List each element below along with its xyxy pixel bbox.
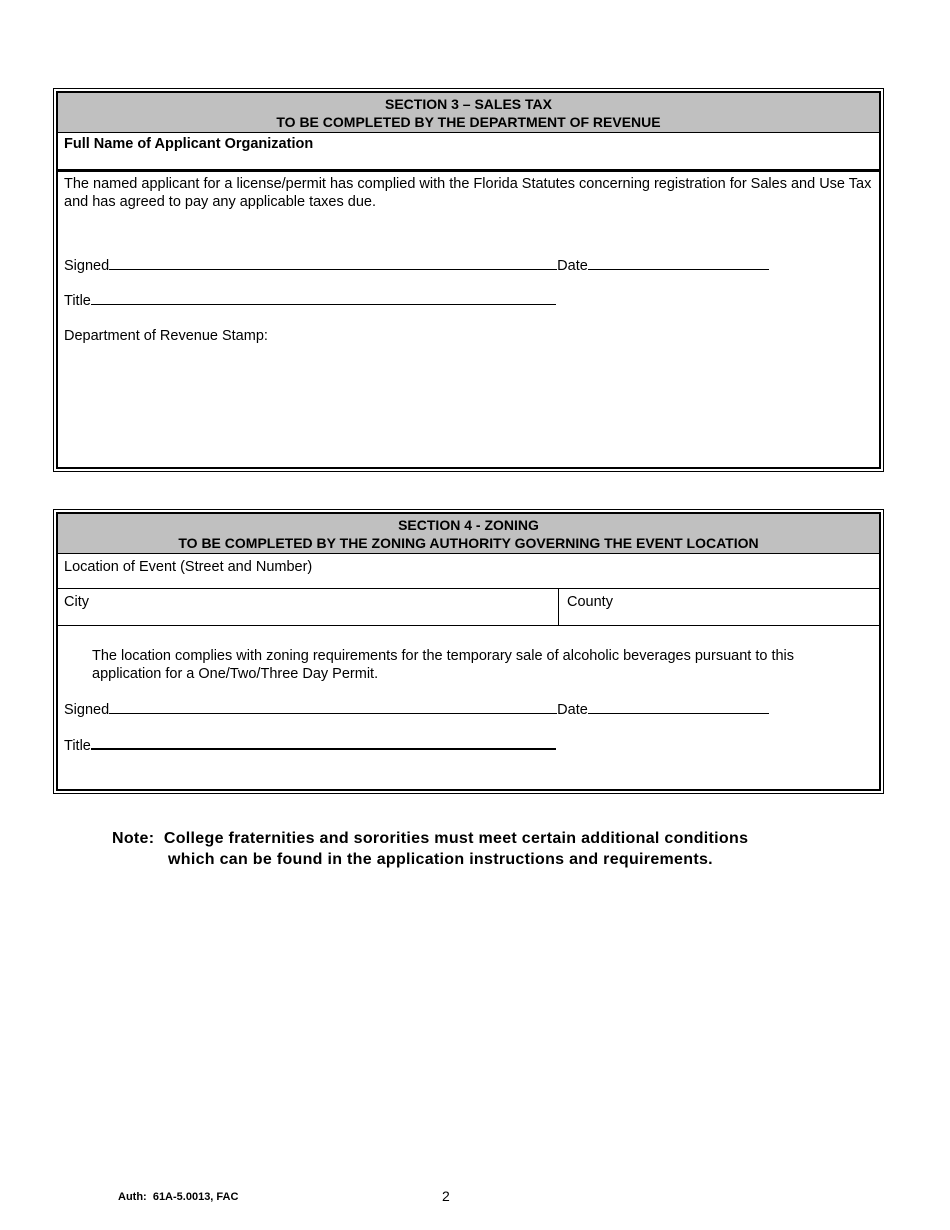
zoning-title-field[interactable] [64, 736, 556, 755]
sales-tax-statement: The named applicant for a license/permit has complied with the Florida Statutes concerning registration for Sales and Use Tax and has agreed to pay any applicable taxes due. [64, 176, 872, 210]
title-line[interactable] [91, 292, 556, 305]
title-field[interactable] [64, 292, 556, 310]
date-label: Date [557, 258, 588, 274]
note-line-1: Note: College fraternities and sororities must meet certain additional conditions [112, 830, 749, 847]
note-line-2: which can be found in the application instructions and requirements. [168, 851, 713, 868]
org-name-divider [58, 169, 879, 172]
zoning-signed-line[interactable] [109, 701, 557, 714]
zoning-date-label: Date [557, 702, 588, 718]
zoning-signed-label: Signed [64, 702, 110, 718]
zoning-signed-field[interactable] [64, 701, 769, 719]
date-line[interactable] [588, 257, 769, 270]
section-4-header [58, 514, 879, 554]
city-county-divider [558, 588, 559, 625]
section-3-title: SECTION 3 – SALES TAX [385, 96, 552, 112]
section-3-box [53, 88, 884, 472]
zoning-statement: The location complies with zoning requirements for the temporary sale of alcoholic beverages pursuant to this application for a One/Two/Three Day Permit. [92, 648, 795, 682]
city-divider [58, 625, 879, 626]
section-4-box [53, 509, 884, 794]
section-4-subtitle: TO BE COMPLETED BY THE ZONING AUTHORITY GOVERNING THE EVENT LOCATION [178, 535, 759, 551]
fraternity-note [112, 828, 748, 870]
signed-field[interactable] [64, 257, 769, 275]
location-divider [58, 588, 879, 589]
city-label: City [64, 594, 89, 610]
page-number: 2 [442, 1188, 450, 1204]
location-label: Location of Event (Street and Number) [64, 559, 313, 575]
zoning-title-label: Title [64, 738, 91, 754]
org-name-label: Full Name of Applicant Organization [64, 136, 314, 152]
zoning-title-line[interactable] [91, 736, 556, 750]
signed-line[interactable] [109, 257, 557, 270]
zoning-date-line[interactable] [588, 701, 769, 714]
title-label: Title [64, 293, 91, 309]
stamp-label: Department of Revenue Stamp: [64, 328, 268, 344]
section-3-header [58, 93, 879, 133]
county-label: County [567, 594, 613, 610]
authority-citation: Auth: 61A-5.0013, FAC [118, 1191, 239, 1203]
section-4-title: SECTION 4 - ZONING [398, 517, 539, 533]
section-3-subtitle: TO BE COMPLETED BY THE DEPARTMENT OF REVENUE [276, 114, 661, 130]
signed-label: Signed [64, 258, 110, 274]
